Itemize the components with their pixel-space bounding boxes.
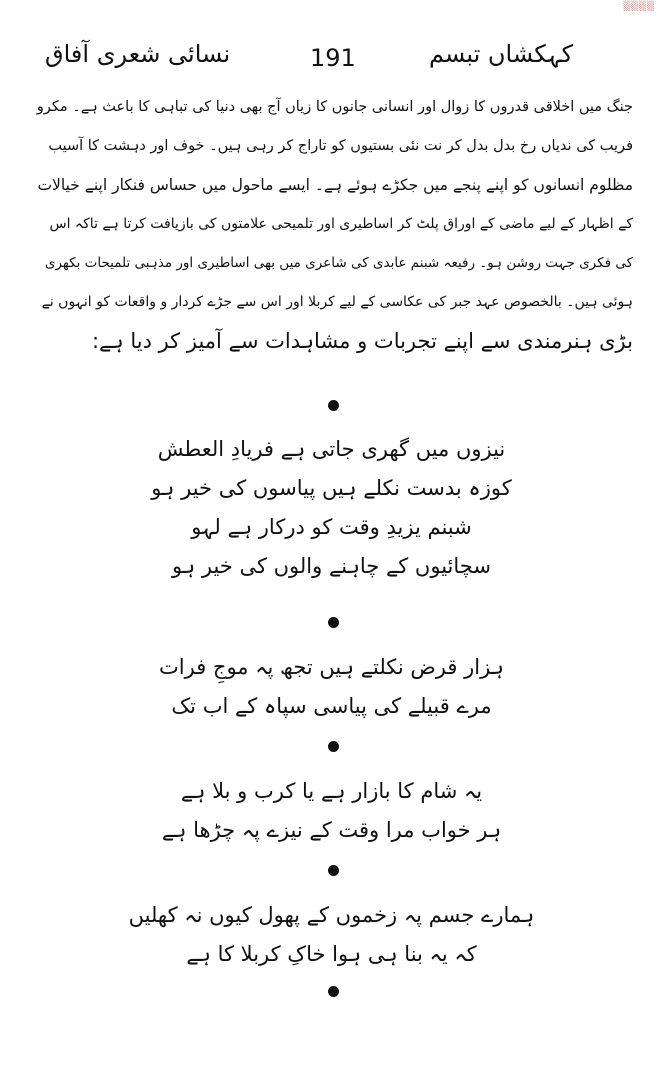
verse-line: مرے قبیلے کی پیاسی سپاہ کے اب تک [171, 694, 492, 718]
verse-separator-dot [328, 741, 339, 752]
verse-line: نیزوں میں گھری جاتی ہے فریادِ العطش [157, 437, 506, 461]
verse-stanza-4 [0, 896, 663, 974]
prose-line: کی فکری جہت روشن ہو۔ رفیعہ شبنم عابدی کی شاعری میں بھی اساطیری اور مذہبی تلمیحات بکھری [44, 255, 633, 271]
verse-separator-dot [328, 617, 339, 628]
chapter-title: نسائی شعری آفاق [45, 40, 231, 68]
prose-line: کے اظہار کے لیے ماضی کے اوراق پلٹ کر اساطیری اور تلمیحی علامتوں کی بازیافت کرتا ہے تاکہ اس [49, 216, 633, 232]
prose-line: فریب کی ندیاں رخ بدل بدل کر نت نئی بستیوں کو تاراج کر رہی ہیں۔ خوف اور دہشت کا آسیب [48, 138, 633, 154]
book-title: کہکشاں تبسم [428, 40, 573, 68]
verse-line: شبنم یزیدِ وقت کو درکار ہے لہو [191, 515, 472, 539]
prose-line: بڑی ہنرمندی سے اپنے تجربات و مشاہدات سے آمیز کر دیا ہے: [91, 329, 633, 353]
verse-line: ہر خواب مرا وقت کے نیزے پہ چڑھا ہے [161, 818, 502, 842]
verse-line: یہ شام کا بازار ہے یا کرب و بلا ہے [180, 779, 483, 803]
prose-line: ہوئی ہیں۔ بالخصوص عہد جبر کی عکاسی کے لیے کربلا اور اس سے جڑے کردار و واقعات کو انہوں نے [41, 294, 633, 310]
library-stamp-watermark: ▒▒▒▒ [623, 2, 655, 12]
verse-stanza-1 [0, 430, 663, 586]
page-header [30, 40, 633, 80]
verse-separator-dot [328, 400, 339, 411]
prose-paragraph [34, 88, 633, 361]
verse-line: کہ یہ بنا ہی ہوا خاکِ کربلا کا ہے [186, 942, 477, 966]
prose-line: جنگ میں اخلاقی قدروں کا زوال اور انسانی جانوں کا زیاں آج بھی دنیا کی تباہی کا باعث ہے۔ مکرو [36, 99, 633, 115]
verse-line: ہمارے جسم پہ زخموں کے پھول کیوں نہ کھلیں [128, 903, 535, 927]
verse-line: ہزار قرض نکلتے ہیں تجھ پہ موجِ فرات [159, 655, 504, 679]
verse-stanza-3 [0, 772, 663, 850]
verse-line: کوزہ بدست نکلے ہیں پیاسوں کی خیر ہو [151, 476, 512, 500]
verse-separator-dot [328, 865, 339, 876]
prose-line: مظلوم انسانوں کو اپنے پنجے میں جکڑے ہوئے ہے۔ ایسے ماحول میں حساس فنکار اپنے خیالات [37, 176, 633, 194]
verse-stanza-2 [0, 648, 663, 726]
page-number: 191 [310, 44, 356, 72]
verse-line: سچائیوں کے چاہنے والوں کی خیر ہو [172, 554, 491, 578]
verse-separator-dot [328, 986, 339, 997]
